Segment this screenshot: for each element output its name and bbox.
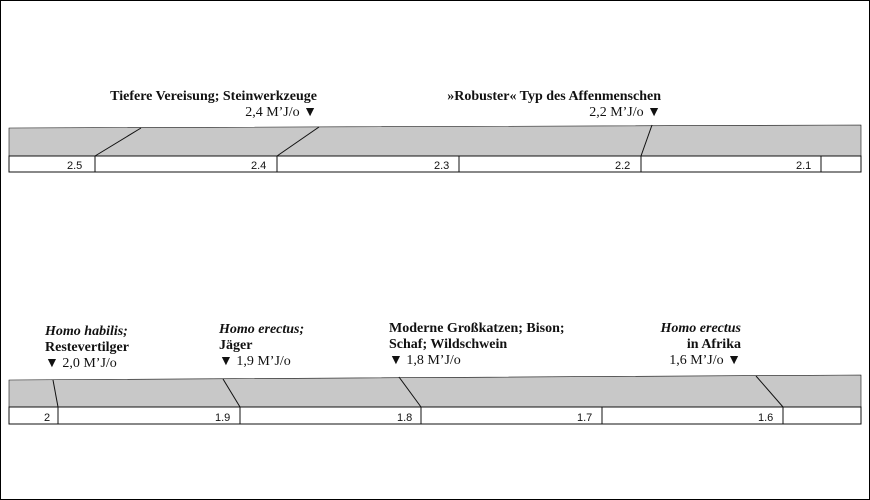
- tick-label-row-1-4: 2.2: [615, 160, 631, 172]
- event-title: Homo erectus;: [219, 322, 305, 337]
- event-subtitle: Jäger: [219, 338, 253, 353]
- event-date: [401, 105, 661, 121]
- event-homo-erectus-jaeger: [219, 322, 304, 370]
- tick-label-row-1-1: 2.5: [67, 160, 83, 172]
- event-date: [611, 353, 741, 369]
- event-affenmenschen: [401, 89, 661, 121]
- tick-label-row-1-3: 2.3: [434, 160, 450, 172]
- event-date-text: 2,2 M’J/o: [589, 105, 644, 120]
- event-date-text: 1,6 M’J/o: [669, 353, 724, 368]
- event-title: Homo habilis;: [45, 324, 128, 339]
- tick-label-row-1-5: 2.1: [796, 160, 812, 172]
- down-triangle-icon: ▼: [303, 105, 317, 120]
- event-subtitle: in Afrika: [686, 337, 741, 352]
- event-date: [219, 354, 304, 370]
- scale-bar-row-2: [9, 407, 861, 424]
- timeline-band-row-1: [9, 125, 861, 156]
- event-date: [389, 353, 565, 369]
- down-triangle-icon: ▼: [389, 353, 403, 368]
- down-triangle-icon: ▼: [45, 356, 59, 371]
- event-date: [71, 105, 317, 121]
- tick-label-row-2-3: 1.8: [397, 412, 413, 424]
- tick-label-row-2-2: 1.9: [215, 412, 231, 424]
- timeline-svg: [1, 1, 870, 500]
- event-title: Tiefere Vereisung; Steinwerkzeuge: [110, 89, 317, 104]
- tick-label-row-2-1: 2: [44, 412, 51, 424]
- down-triangle-icon: ▼: [647, 105, 661, 120]
- event-homo-erectus-afrika: [611, 321, 741, 369]
- event-date-text: 1,8 M’J/o: [406, 353, 461, 368]
- tick-label-row-2-5: 1.6: [758, 412, 774, 424]
- event-homo-habilis: [45, 324, 129, 372]
- tick-label-row-2-4: 1.7: [577, 412, 593, 424]
- timeline-band-row-2: [9, 375, 861, 410]
- event-title: Moderne Großkatzen; Bison;: [389, 321, 565, 336]
- event-title: Homo erectus: [660, 321, 741, 336]
- event-date-text: 1,9 M’J/o: [236, 354, 291, 369]
- event-subtitle: Schaf; Wildschwein: [389, 337, 508, 352]
- event-steinwerkzeuge: [71, 89, 317, 121]
- event-grosskatzen: [389, 321, 565, 369]
- down-triangle-icon: ▼: [727, 353, 741, 368]
- down-triangle-icon: ▼: [219, 354, 233, 369]
- event-title: »Robuster« Typ des Affenmenschen: [447, 89, 661, 104]
- event-subtitle: Restevertilger: [45, 340, 129, 355]
- event-date: [45, 356, 129, 372]
- tick-label-row-1-2: 2.4: [251, 160, 267, 172]
- event-date-text: 2,0 M’J/o: [62, 356, 117, 371]
- event-date-text: 2,4 M’J/o: [245, 105, 300, 120]
